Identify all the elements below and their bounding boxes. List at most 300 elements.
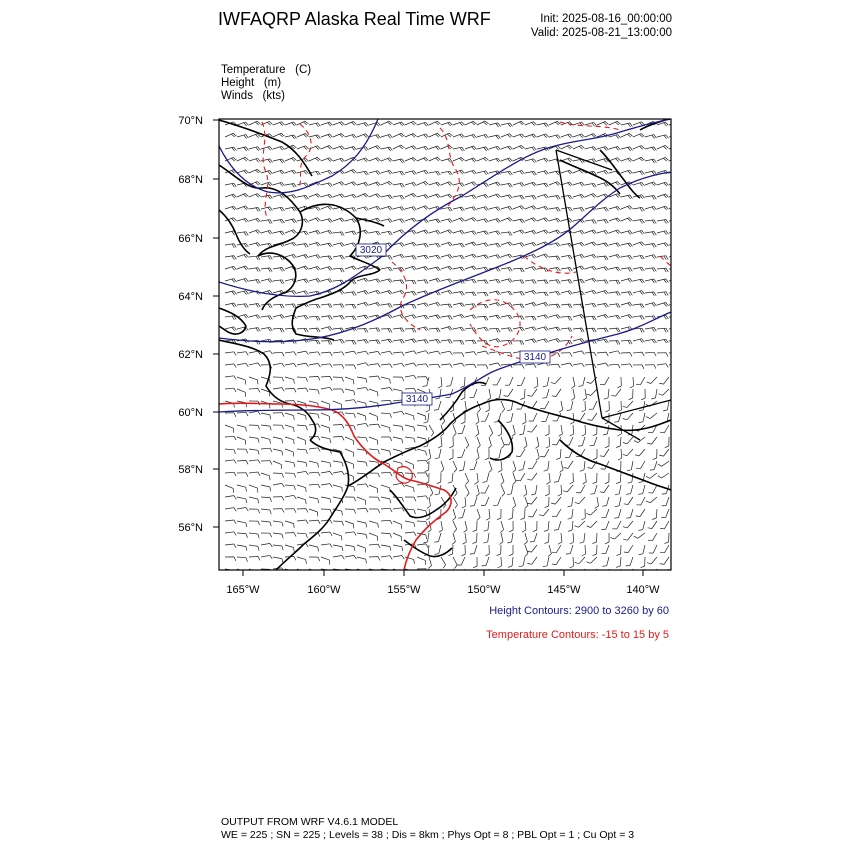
wind-barb <box>458 509 465 518</box>
wind-barb <box>321 243 332 247</box>
wind-barb <box>237 135 249 139</box>
wind-barb <box>261 485 271 491</box>
wind-barb <box>309 266 321 270</box>
wind-barb <box>618 449 622 460</box>
wind-barb <box>585 147 597 151</box>
wind-barb <box>393 328 404 332</box>
wind-barb <box>405 351 417 355</box>
wind-barb <box>321 509 332 514</box>
wind-barb <box>309 279 321 283</box>
wind-barb <box>237 545 247 551</box>
wind-barb <box>357 134 369 138</box>
wind-barb <box>261 230 273 234</box>
wind-barb <box>561 268 572 272</box>
wind-barb <box>285 473 296 477</box>
wind-barb <box>633 242 645 246</box>
wind-barb <box>489 194 501 198</box>
wind-barb <box>333 339 344 343</box>
wind-barb <box>561 317 572 321</box>
wind-barb <box>462 497 466 508</box>
wind-barb <box>465 364 476 368</box>
wind-barb <box>645 220 656 224</box>
wind-barb <box>393 315 405 319</box>
wind-barb <box>261 268 272 272</box>
wind-barb <box>345 365 356 369</box>
wind-barb <box>261 413 271 419</box>
wind-barb <box>249 194 261 198</box>
wind-barb <box>237 401 247 407</box>
wind-barb <box>321 134 333 138</box>
wind-barb <box>585 220 596 224</box>
wind-barb <box>417 569 428 573</box>
wind-barb <box>617 545 622 556</box>
lat-label: 60°N <box>178 407 203 419</box>
wind-barb <box>525 182 537 186</box>
wind-barb <box>623 437 633 444</box>
wind-barb <box>453 218 465 222</box>
wind-barb <box>611 389 621 396</box>
lon-label: 160°W <box>307 584 341 596</box>
wind-barb <box>225 376 236 380</box>
wind-barb <box>309 376 320 380</box>
wind-barb <box>417 509 427 515</box>
wind-barb <box>345 182 357 186</box>
wind-barb <box>441 304 452 308</box>
wind-barb <box>537 303 548 307</box>
wind-barb <box>393 437 403 443</box>
wind-barb <box>417 195 429 199</box>
wind-barb <box>540 401 549 409</box>
wind-barb <box>309 304 320 308</box>
wind-barb <box>657 303 669 307</box>
wind-barb <box>477 219 489 223</box>
wind-barb <box>536 449 539 460</box>
wind-barb <box>393 133 405 137</box>
wind-barb <box>452 533 455 545</box>
wind-barb <box>225 413 236 417</box>
wind-barb <box>513 280 524 284</box>
wind-barb <box>405 437 415 442</box>
wind-barb <box>405 329 416 333</box>
wind-barb <box>438 437 442 448</box>
wind-barb <box>225 472 236 476</box>
wind-barb <box>513 145 525 149</box>
wind-barb <box>609 207 621 211</box>
wind-barb <box>405 158 417 162</box>
wind-barb <box>585 134 597 138</box>
wind-barb <box>261 327 272 331</box>
wind-barb <box>633 230 645 234</box>
temperature-contour-note: Temperature Contours: -15 to 15 by 5 <box>486 629 669 641</box>
wind-barb <box>586 557 597 563</box>
wind-barb <box>345 521 354 528</box>
wind-barb <box>529 413 537 421</box>
wind-barb <box>657 353 668 357</box>
wind-barb <box>237 460 248 464</box>
wind-barb <box>429 182 441 186</box>
wind-barb <box>393 207 405 211</box>
wind-barb <box>357 340 368 344</box>
wind-barb <box>585 183 596 187</box>
wind-barb <box>621 268 632 272</box>
wind-barb <box>261 509 271 514</box>
wind-barb <box>597 230 609 234</box>
wind-barb <box>585 266 597 270</box>
wind-barb <box>587 521 597 528</box>
wind-barb <box>393 377 404 381</box>
wind-barb <box>626 557 633 566</box>
field-height: Height (m) <box>221 77 282 89</box>
wind-barb <box>441 230 453 234</box>
wind-barb <box>477 351 488 355</box>
wind-barb <box>237 377 246 385</box>
wind-barb <box>495 389 501 399</box>
wind-barb <box>309 557 320 561</box>
wind-barb <box>609 243 620 247</box>
wind-barb <box>465 158 477 162</box>
wind-barb <box>465 292 476 296</box>
wind-barb <box>393 280 404 284</box>
wind-barb <box>417 170 429 174</box>
wind-barb <box>549 171 560 175</box>
wind-barb <box>441 207 452 211</box>
wind-barb <box>285 242 297 246</box>
wind-barb <box>321 557 330 565</box>
wind-barb <box>261 448 272 452</box>
wind-barb <box>297 461 307 467</box>
wind-barb <box>297 509 308 513</box>
height-contour-note: Height Contours: 2900 to 3260 by 60 <box>489 605 669 617</box>
wind-barb <box>603 425 609 435</box>
wind-barb <box>357 329 368 333</box>
wind-barb <box>645 206 657 210</box>
wind-barb <box>393 545 403 551</box>
wind-barb <box>285 533 296 537</box>
wind-barb <box>273 315 285 319</box>
wind-barb <box>225 520 236 524</box>
wind-barb <box>345 389 355 395</box>
wind-barb <box>441 242 453 246</box>
wind-barb <box>309 352 320 356</box>
wind-barb <box>429 146 441 150</box>
wind-barb <box>297 266 309 270</box>
wind-barb <box>225 256 236 260</box>
wind-barb <box>537 292 548 296</box>
wind-barb <box>285 207 296 211</box>
wind-barb <box>333 182 345 186</box>
wind-barb <box>417 146 429 150</box>
wind-barb <box>525 206 537 210</box>
lat-label: 68°N <box>178 174 203 186</box>
wind-barb <box>513 365 524 369</box>
wind-barb <box>285 388 296 392</box>
wind-barb <box>237 352 248 356</box>
wind-barb <box>475 425 479 436</box>
wind-barb <box>626 485 633 494</box>
wind-barb <box>285 509 296 513</box>
wind-barb <box>477 207 489 211</box>
wind-barb <box>345 304 356 308</box>
wind-barb <box>225 496 236 500</box>
wind-barb <box>561 353 572 357</box>
wind-barb <box>249 377 258 384</box>
wind-barb <box>660 545 669 553</box>
wind-barb <box>405 532 416 536</box>
wind-barb <box>345 231 356 235</box>
wind-barb <box>309 461 319 468</box>
wind-barb <box>522 521 526 532</box>
wind-barb <box>261 182 273 186</box>
wind-barb <box>237 557 248 562</box>
wind-barb <box>381 413 392 418</box>
wind-barb <box>561 255 572 259</box>
wind-barb <box>369 497 380 501</box>
wind-barb <box>554 473 561 482</box>
wind-barb <box>565 437 573 445</box>
wind-barb <box>498 461 502 472</box>
wind-barb <box>285 364 296 368</box>
wind-barb <box>507 401 513 411</box>
wind-barb <box>249 208 260 212</box>
wind-barb <box>537 158 549 162</box>
wind-barb <box>381 351 392 355</box>
wind-barb <box>453 569 456 581</box>
wind-barb <box>297 351 308 355</box>
wind-barb <box>417 521 428 526</box>
wind-barb <box>605 437 609 448</box>
wind-barb <box>345 219 357 223</box>
wind-barb <box>357 533 367 539</box>
wind-barb <box>593 473 597 484</box>
wind-barb <box>237 157 249 161</box>
wind-barb <box>531 485 537 495</box>
wind-barb <box>345 194 357 198</box>
lon-label: 150°W <box>467 584 501 596</box>
wind-barb <box>441 219 453 223</box>
wind-barb <box>560 461 564 472</box>
wind-barb <box>549 230 561 234</box>
wind-barb <box>561 145 572 149</box>
wind-barb <box>516 449 525 457</box>
wind-barb <box>453 243 464 247</box>
wind-barb <box>558 485 562 496</box>
wind-barb <box>321 364 332 368</box>
wind-barb <box>527 425 537 432</box>
wind-barb <box>452 509 455 521</box>
wind-barb <box>513 473 516 485</box>
wind-barb <box>464 521 468 532</box>
wind-barb <box>543 557 549 567</box>
wind-barb <box>369 182 381 186</box>
wind-barb <box>465 242 477 246</box>
wind-barb <box>549 256 560 260</box>
wind-barb <box>441 133 453 137</box>
wind-barb <box>621 278 633 282</box>
wind-barb <box>566 545 573 554</box>
wind-barb <box>357 171 368 175</box>
wind-barb <box>405 121 417 125</box>
wind-barb <box>309 497 319 503</box>
wind-barb <box>605 473 609 484</box>
wind-barb <box>273 521 283 526</box>
wind-barb <box>645 182 657 186</box>
wind-barb <box>345 147 357 151</box>
wind-barb <box>501 232 512 236</box>
wind-barb <box>657 268 668 272</box>
wind-barb <box>489 279 500 283</box>
wind-barb <box>453 314 465 318</box>
wind-barb <box>225 557 236 561</box>
wind-barb <box>436 389 442 399</box>
wind-barb <box>561 280 572 284</box>
wind-barb <box>297 183 308 187</box>
wind-barb <box>509 521 513 532</box>
wind-barb <box>225 449 235 454</box>
wind-barb <box>405 171 417 175</box>
wind-barb <box>393 340 404 344</box>
wind-barb <box>321 352 332 356</box>
wind-barb <box>573 194 585 198</box>
wind-barb <box>633 267 644 271</box>
wind-barb <box>321 194 333 198</box>
wind-barb <box>285 449 294 457</box>
wind-barb <box>261 279 273 283</box>
wind-barb <box>477 243 488 247</box>
wind-barb <box>549 121 561 125</box>
wind-barb <box>297 497 306 504</box>
wind-barb <box>297 520 308 524</box>
wind-barb <box>345 266 357 270</box>
wind-barb <box>333 304 344 308</box>
wind-barb <box>633 134 645 138</box>
wind-barb <box>487 389 491 400</box>
wind-barb <box>525 291 536 295</box>
wind-barb <box>393 145 405 149</box>
wind-barb <box>405 182 417 186</box>
wind-barb <box>527 497 537 504</box>
wind-barb <box>297 279 309 283</box>
lon-label: 145°W <box>547 584 581 596</box>
wind-barb <box>525 303 537 307</box>
wind-barb <box>573 182 585 186</box>
wind-barb <box>393 352 404 356</box>
wind-barb <box>489 219 501 223</box>
wind-barb <box>381 121 393 125</box>
wind-barb <box>297 557 306 564</box>
wind-barb <box>507 485 513 495</box>
wind-barb <box>662 497 669 506</box>
wind-barb <box>237 206 249 210</box>
wind-barb <box>621 364 632 368</box>
wind-barb <box>665 533 670 544</box>
wind-barb <box>297 255 309 259</box>
wind-barb <box>369 437 378 445</box>
wind-barb <box>417 181 429 185</box>
wind-barb <box>237 170 249 174</box>
wind-barb <box>249 147 261 151</box>
wind-barb <box>657 364 668 368</box>
wind-barb <box>297 437 306 445</box>
wind-barb <box>649 545 657 553</box>
wind-barb <box>657 145 669 149</box>
wind-barb <box>465 121 477 125</box>
wind-barb <box>345 377 354 384</box>
wind-barb <box>297 363 308 367</box>
wind-barb <box>604 389 609 399</box>
wind-barb <box>261 497 272 502</box>
wind-barb <box>549 208 560 212</box>
wind-barb <box>597 183 609 187</box>
wind-barb <box>381 377 390 384</box>
wind-barb <box>285 122 297 126</box>
wind-barb <box>621 123 632 127</box>
wind-barb <box>249 169 261 173</box>
wind-barb <box>571 377 575 388</box>
wind-barb <box>473 521 477 532</box>
wind-barb <box>556 449 561 459</box>
wind-barb <box>309 135 320 139</box>
wind-barb <box>507 413 513 423</box>
wind-barb <box>369 206 381 210</box>
wind-barb <box>285 377 294 384</box>
wind-barb <box>585 242 597 246</box>
wind-barb <box>609 254 621 258</box>
wind-barb <box>381 219 392 223</box>
wind-barb <box>345 509 356 514</box>
wind-barb <box>477 171 488 175</box>
wind-barb <box>575 557 585 564</box>
wind-barb <box>525 327 536 331</box>
wind-barb <box>621 170 633 174</box>
wind-barb <box>261 533 272 537</box>
wind-barb <box>357 363 369 366</box>
coastline <box>219 118 671 570</box>
wind-barb <box>381 545 391 551</box>
init-time: Init: 2025-08-16_00:00:00 <box>540 13 672 25</box>
wind-barb <box>489 339 501 343</box>
wind-barb <box>435 485 441 495</box>
wind-barb <box>357 183 369 187</box>
wind-barb <box>417 206 429 210</box>
wind-barb <box>417 255 428 259</box>
wind-barb <box>249 328 260 332</box>
wind-barb <box>381 158 393 162</box>
wind-barb <box>570 473 574 484</box>
wind-barb <box>621 133 633 137</box>
wind-barb <box>249 315 260 319</box>
wind-barb <box>381 206 393 210</box>
wind-barb <box>485 545 489 556</box>
wind-barb <box>573 243 584 247</box>
wind-barb <box>645 147 656 151</box>
lon-label: 140°W <box>626 584 660 596</box>
wind-barb <box>477 157 489 161</box>
wind-barb <box>441 364 452 368</box>
wind-barb <box>573 328 584 332</box>
wind-barb <box>535 569 539 580</box>
wind-barb <box>593 449 597 460</box>
wind-barb <box>405 315 416 319</box>
wind-barb <box>429 339 440 343</box>
wind-barb <box>501 279 513 283</box>
wind-barb <box>441 569 445 581</box>
wind-barb <box>537 280 548 284</box>
wind-barb <box>463 533 467 544</box>
wind-barb <box>465 279 476 283</box>
wind-barb <box>417 303 428 307</box>
wind-barb <box>345 243 356 247</box>
wind-barb <box>441 290 453 294</box>
